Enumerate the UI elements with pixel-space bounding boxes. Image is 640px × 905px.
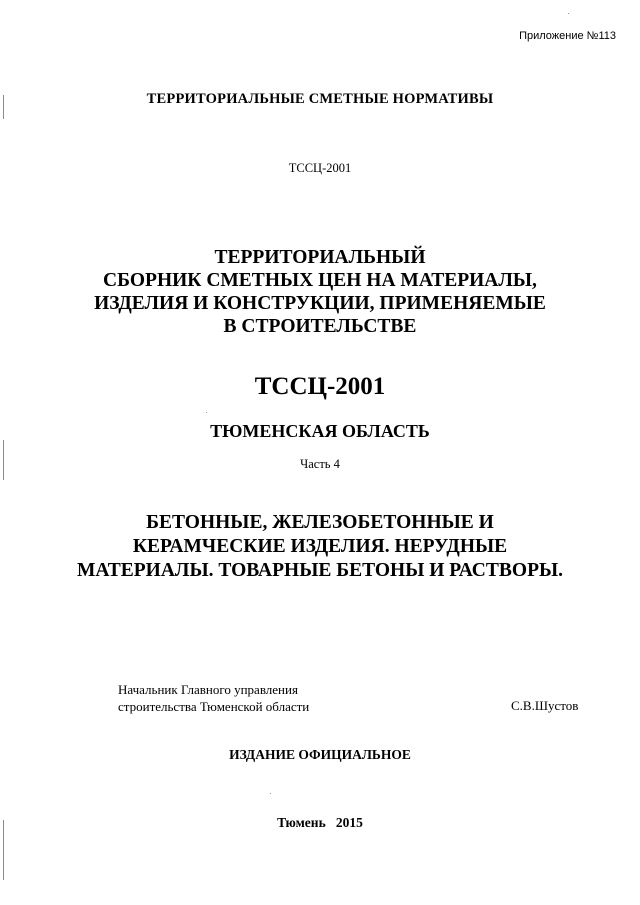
edition-label: ИЗДАНИЕ ОФИЦИАЛЬНОЕ	[229, 747, 411, 762]
position-line: строительства Тюменской области	[118, 699, 310, 714]
region-name: ТЮМЕНСКАЯ ОБЛАСТЬ	[210, 421, 430, 441]
signatory-name: С.В.Шустов	[511, 698, 579, 713]
scan-speck	[206, 412, 207, 413]
scan-speck	[568, 13, 569, 14]
part-number: Часть 4	[300, 457, 340, 471]
title-line: ИЗДЕЛИЯ И КОНСТРУКЦИИ, ПРИМЕНЯЕМЫЕ	[94, 293, 546, 314]
signatory-position	[118, 681, 309, 715]
appendix-label: Приложение №113	[519, 30, 616, 42]
standard-code-large: ТССЦ-2001	[254, 373, 386, 400]
scan-speck	[270, 793, 271, 794]
subtitle-line: МАТЕРИАЛЫ. ТОВАРНЫЕ БЕТОНЫ И РАСТВОРЫ.	[76, 560, 564, 581]
place-and-year: Тюмень 2015	[277, 815, 363, 830]
document-header: ТЕРРИТОРИАЛЬНЫЕ СМЕТНЫЕ НОРМАТИВЫ	[146, 91, 494, 107]
subtitle-line: КЕРАМЧЕСКИЕ ИЗДЕЛИЯ. НЕРУДНЫЕ	[132, 536, 508, 557]
position-line: Начальник Главного управления	[118, 682, 298, 697]
standard-code-small: ТССЦ-2001	[288, 161, 352, 175]
title-line: СБОРНИК СМЕТНЫХ ЦЕН НА МАТЕРИАЛЫ,	[103, 270, 537, 291]
subtitle-line: БЕТОННЫЕ, ЖЕЛЕЗОБЕТОННЫЕ И	[146, 512, 494, 533]
part-subtitle	[0, 511, 640, 583]
title-line: ТЕРРИТОРИАЛЬНЫЙ	[214, 247, 426, 268]
document-title	[0, 246, 640, 338]
title-line: В СТРОИТЕЛЬСТВЕ	[223, 316, 417, 337]
